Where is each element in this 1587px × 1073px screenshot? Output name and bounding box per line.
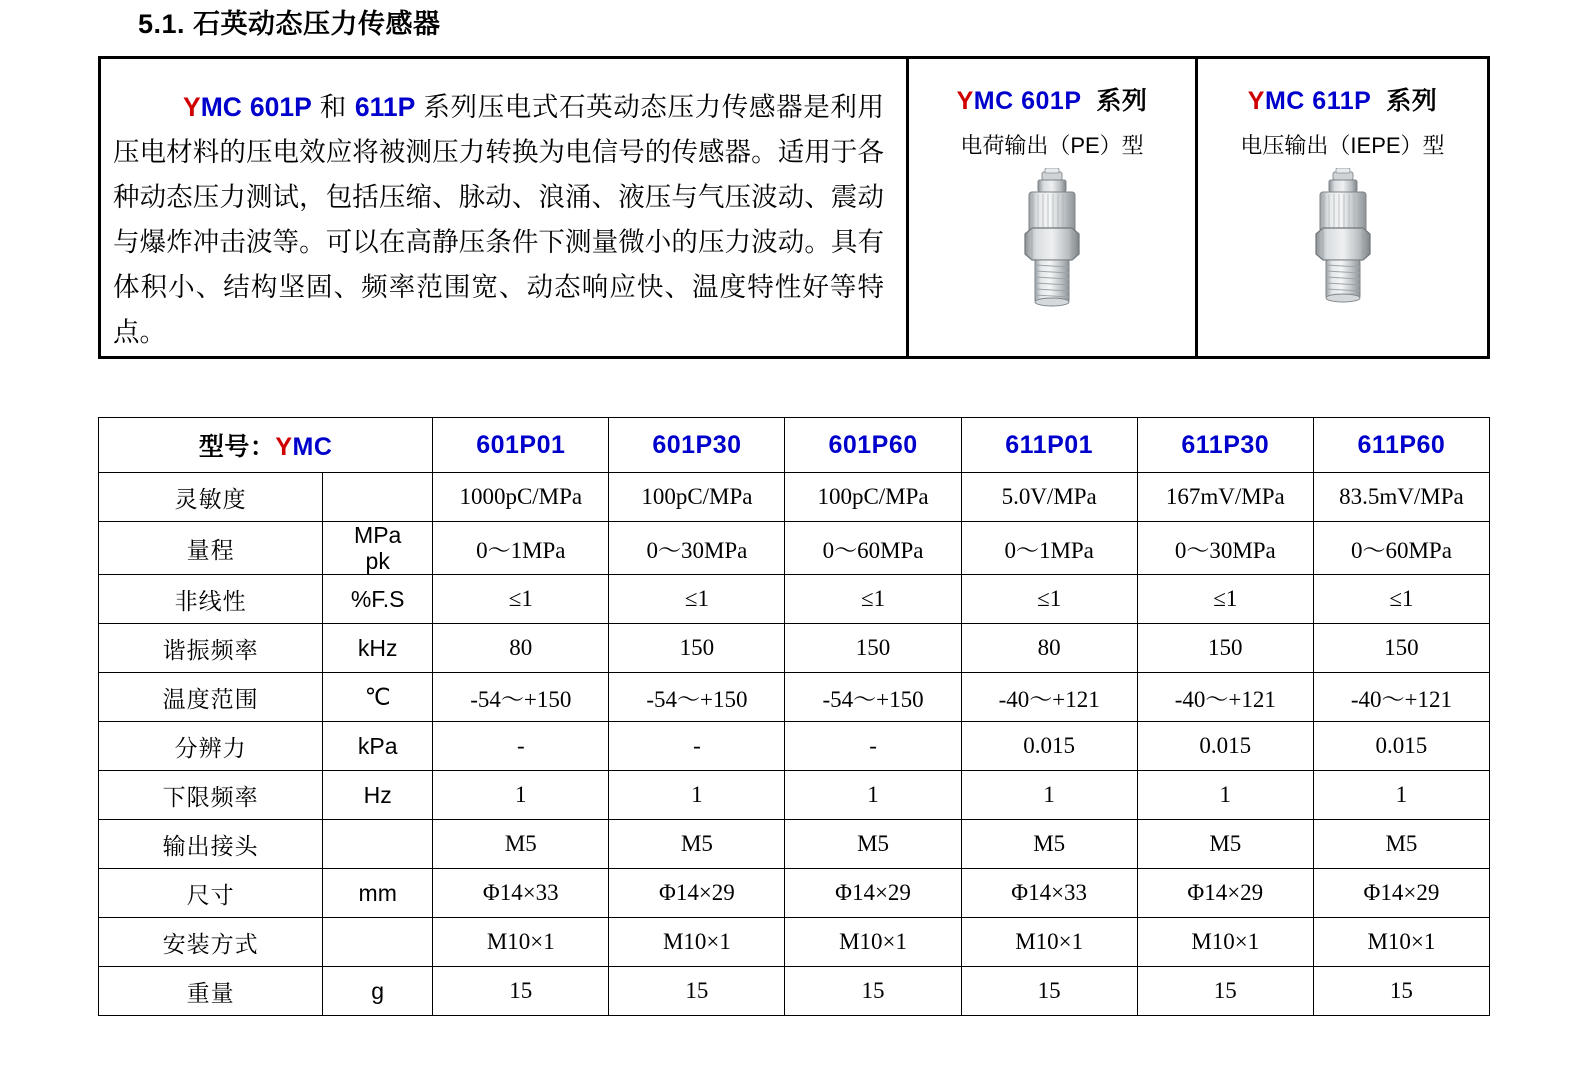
cell-value: Φ14×29 — [1313, 869, 1489, 918]
cell-value: -54～+150 — [785, 673, 961, 722]
table-header-row — [99, 418, 1490, 473]
cell-value: M10×1 — [433, 918, 609, 967]
row-label-temperature-range: 温度范围 — [99, 673, 323, 722]
intro-body-text: 系列压电式石英动态压力传感器是利用压电材料的压电效应将被测压力转换为电信号的传感器。适用于各种动态压力测试，包括压缩、脉动、浪涌、液压与气压波动、震动与爆炸冲击波等。可以在高静压条件下测量微小的压力波动。具有体积小、结构坚固、频率范围宽、动态响应快、温度特性好等特点。 — [113, 92, 884, 347]
unit-line-1: MPa — [354, 522, 402, 548]
cell-value: 0～1MPa — [433, 522, 609, 575]
cell-value: 100pC/MPa — [609, 473, 785, 522]
sensor-611p-photo — [1283, 168, 1403, 313]
header-brand-y: Y — [275, 433, 293, 461]
table-row — [99, 522, 1490, 575]
row-unit-resonant-frequency: kHz — [323, 624, 433, 673]
product-brand-y-601p: Y — [956, 87, 974, 115]
cell-value: - — [609, 722, 785, 771]
table-row — [99, 967, 1490, 1016]
cell-value: 15 — [1313, 967, 1489, 1016]
row-label-weight: 重量 — [99, 967, 323, 1016]
header-model-code: 611P30 — [1181, 430, 1270, 459]
row-unit-sensitivity — [323, 473, 433, 522]
cell-value: 100pC/MPa — [785, 473, 961, 522]
product-cell-601p — [909, 59, 1198, 356]
intro-model-611p: 611P — [354, 92, 416, 122]
cell-value: ≤1 — [1137, 575, 1313, 624]
table-row — [99, 473, 1490, 522]
cell-value: Φ14×29 — [609, 869, 785, 918]
cell-value: -40～+121 — [1137, 673, 1313, 722]
header-brand-mc: MC — [292, 433, 333, 461]
table-row — [99, 771, 1490, 820]
row-unit-resolution: kPa — [323, 722, 433, 771]
product-model-611p: 611P — [1312, 87, 1372, 115]
header-model-code: 611P60 — [1357, 430, 1446, 459]
row-label-nonlinearity: 非线性 — [99, 575, 323, 624]
row-label-resolution: 分辨力 — [99, 722, 323, 771]
product-title-601p — [957, 81, 1148, 117]
cell-value: Φ14×29 — [785, 869, 961, 918]
cell-value: M10×1 — [961, 918, 1137, 967]
intro-model-601p: 601P — [249, 92, 312, 122]
header-model-label: 型号： — [198, 433, 276, 461]
intro-box — [98, 56, 1490, 359]
cell-value: ≤1 — [961, 575, 1137, 624]
cell-value: Φ14×33 — [961, 869, 1137, 918]
cell-value: 1 — [1137, 771, 1313, 820]
header-model-cell — [99, 418, 433, 473]
cell-value: 1 — [433, 771, 609, 820]
cell-value: ≤1 — [609, 575, 785, 624]
row-unit-lower-frequency: Hz — [323, 771, 433, 820]
cell-value: 1000pC/MPa — [433, 473, 609, 522]
cell-value: -54～+150 — [433, 673, 609, 722]
intro-text-cell — [101, 59, 909, 356]
cell-value: M5 — [433, 820, 609, 869]
table-row — [99, 624, 1490, 673]
cell-value: 15 — [1137, 967, 1313, 1016]
row-label-dimensions: 尺寸 — [99, 869, 323, 918]
header-model-601p30 — [609, 418, 785, 473]
row-unit-temperature-range: ℃ — [323, 673, 433, 722]
header-model-611p01 — [961, 418, 1137, 473]
cell-value: 150 — [609, 624, 785, 673]
cell-value: ≤1 — [433, 575, 609, 624]
cell-value: -40～+121 — [1313, 673, 1489, 722]
cell-value: 0.015 — [961, 722, 1137, 771]
product-model-601p: 601P — [1021, 87, 1082, 115]
cell-value: 150 — [1137, 624, 1313, 673]
table-row — [99, 918, 1490, 967]
intro-paragraph — [113, 85, 884, 355]
cell-value: 0.015 — [1313, 722, 1489, 771]
cell-value: 83.5mV/MPa — [1313, 473, 1489, 522]
brand-y-letter: Y — [183, 92, 201, 122]
product-subtitle-611p: 电压输出（IEPE）型 — [1240, 133, 1445, 158]
row-unit-dimensions: mm — [323, 869, 433, 918]
table-row — [99, 575, 1490, 624]
product-series-611p: 系列 — [1386, 87, 1438, 115]
cell-value: M10×1 — [609, 918, 785, 967]
cell-value: M10×1 — [1313, 918, 1489, 967]
spec-table-container — [98, 417, 1490, 1016]
header-model-code: 601P60 — [828, 430, 918, 459]
row-label-output-connector: 输出接头 — [99, 820, 323, 869]
table-row — [99, 722, 1490, 771]
cell-value: 0～30MPa — [609, 522, 785, 575]
row-unit-nonlinearity: %F.S — [323, 575, 433, 624]
cell-value: ≤1 — [1313, 575, 1489, 624]
product-brand-mc-611p: MC — [1264, 87, 1305, 115]
cell-value: 15 — [609, 967, 785, 1016]
cell-value: M10×1 — [1137, 918, 1313, 967]
cell-value: M10×1 — [785, 918, 961, 967]
cell-value: 5.0V/MPa — [961, 473, 1137, 522]
product-cell-611p — [1198, 59, 1487, 356]
cell-value: 0～60MPa — [1313, 522, 1489, 575]
product-brand-y-611p: Y — [1247, 87, 1265, 115]
cell-value: 15 — [785, 967, 961, 1016]
section-number: 5.1. — [138, 9, 186, 39]
cell-value: Φ14×29 — [1137, 869, 1313, 918]
brand-mc-letters: MC — [200, 92, 242, 122]
cell-value: 0.015 — [1137, 722, 1313, 771]
section-heading — [138, 2, 441, 41]
cell-value: - — [433, 722, 609, 771]
product-series-601p: 系列 — [1096, 87, 1148, 115]
cell-value: 0～1MPa — [961, 522, 1137, 575]
row-unit-output-connector — [323, 820, 433, 869]
header-model-601p60 — [785, 418, 961, 473]
row-unit-range — [323, 522, 433, 575]
header-model-601p01 — [433, 418, 609, 473]
cell-value: 1 — [961, 771, 1137, 820]
product-subtitle-601p: 电荷输出（PE）型 — [960, 133, 1144, 158]
row-label-sensitivity: 灵敏度 — [99, 473, 323, 522]
cell-value: ≤1 — [785, 575, 961, 624]
cell-value: 1 — [609, 771, 785, 820]
cell-value: 80 — [433, 624, 609, 673]
table-row — [99, 820, 1490, 869]
cell-value: 1 — [1313, 771, 1489, 820]
cell-value: 150 — [785, 624, 961, 673]
cell-value: 0～30MPa — [1137, 522, 1313, 575]
intro-conjunction: 和 — [311, 92, 355, 122]
sensor-601p-photo — [992, 168, 1112, 313]
section-title-text: 石英动态压力传感器 — [193, 9, 441, 39]
row-label-lower-frequency: 下限频率 — [99, 771, 323, 820]
cell-value: 0～60MPa — [785, 522, 961, 575]
cell-value: M5 — [1313, 820, 1489, 869]
row-label-resonant-frequency: 谐振频率 — [99, 624, 323, 673]
cell-value: 1 — [785, 771, 961, 820]
header-model-code: 601P01 — [476, 430, 566, 459]
cell-value: -54～+150 — [609, 673, 785, 722]
cell-value: 80 — [961, 624, 1137, 673]
cell-value: -40～+121 — [961, 673, 1137, 722]
product-title-611p — [1248, 81, 1437, 117]
header-model-code: 611P01 — [1005, 430, 1094, 459]
cell-value: 15 — [961, 967, 1137, 1016]
header-model-611p60 — [1313, 418, 1489, 473]
cell-value: - — [785, 722, 961, 771]
header-model-code: 601P30 — [652, 430, 742, 459]
cell-value: M5 — [1137, 820, 1313, 869]
unit-line-2: pk — [365, 548, 390, 574]
row-label-mounting: 安装方式 — [99, 918, 323, 967]
cell-value: Φ14×33 — [433, 869, 609, 918]
cell-value: M5 — [961, 820, 1137, 869]
cell-value: 167mV/MPa — [1137, 473, 1313, 522]
cell-value: 150 — [1313, 624, 1489, 673]
spec-table — [98, 417, 1490, 1016]
cell-value: M5 — [785, 820, 961, 869]
product-brand-mc-601p: MC — [973, 87, 1014, 115]
table-row — [99, 673, 1490, 722]
row-label-range: 量程 — [99, 522, 323, 575]
cell-value: 15 — [433, 967, 609, 1016]
cell-value: M5 — [609, 820, 785, 869]
table-row — [99, 869, 1490, 918]
row-unit-mounting — [323, 918, 433, 967]
row-unit-weight: g — [323, 967, 433, 1016]
header-model-611p30 — [1137, 418, 1313, 473]
